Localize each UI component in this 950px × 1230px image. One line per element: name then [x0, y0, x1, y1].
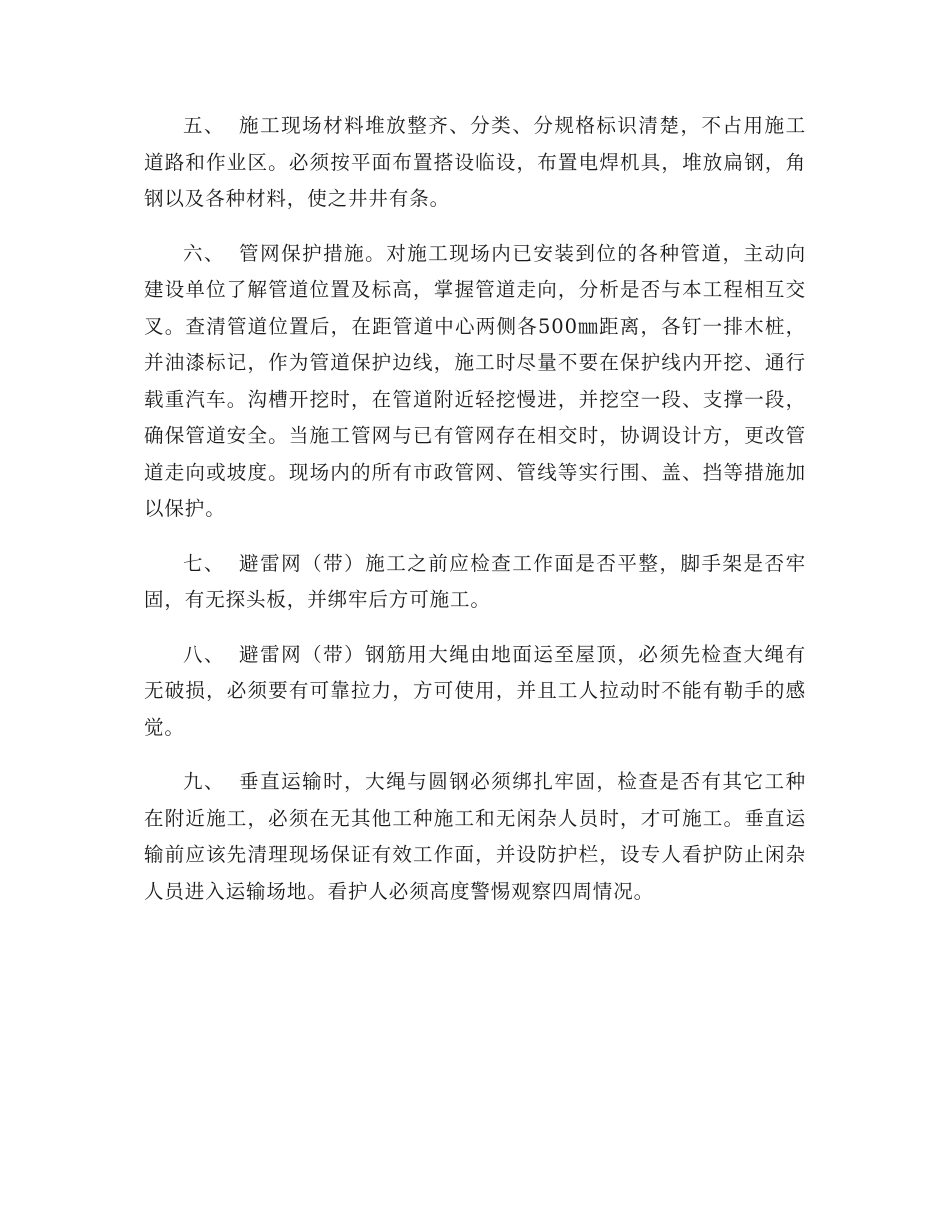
paragraph-6 [144, 236, 806, 528]
paragraph-7 [144, 546, 806, 619]
paragraph-9 [144, 764, 806, 910]
paragraph-number: 八、 [183, 642, 226, 666]
paragraph-8 [144, 637, 806, 747]
paragraph-text: 管网保护措施。对施工现场内已安装到位的各种管道，主动向建设单位了解管道位置及标高，掌握管道走向，分析是否与本工程相互交叉。查清管道位置后，在距管道中心两侧各500㎜距离，各钉一排木桩，并油漆标记，作为管道保护边线，施工时尽量不要在保护线内开挖、通行载重汽车。沟槽开挖时，在管道附近轻挖慢进，并挖空一段、支撑一段，确保管道安全。当施工管网与已有管网存在相交时，协调设计方，更改管道走向或坡度。现场内的所有市政管网、管线等实行围、盖、挡等措施加以保护。 [144, 241, 806, 520]
paragraph-text: 垂直运输时，大绳与圆钢必须绑扎牢固，检查是否有其它工种在附近施工，必须在无其他工种施工和无闲杂人员时，才可施工。垂直运输前应该先清理现场保证有效工作面，并设防护栏，设专人看护防止闲杂人员进入运输场地。看护人必须高度警惕观察四周情况。 [144, 770, 806, 903]
paragraph-text: 避雷网（带）施工之前应检查工作面是否平整，脚手架是否牢固，有无探头板，并绑牢后方可施工。 [144, 551, 806, 611]
paragraph-number: 七、 [183, 551, 226, 575]
paragraph-number: 五、 [183, 114, 226, 137]
paragraph-number: 六、 [183, 241, 226, 265]
paragraph-number: 九、 [183, 770, 226, 793]
document-page [144, 108, 806, 928]
paragraph-text: 避雷网（带）钢筋用大绳由地面运至屋顶，必须先检查大绳有无破损，必须要有可靠拉力，方可使用，并且工人拉动时不能有勒手的感觉。 [144, 642, 806, 739]
paragraph-5 [144, 108, 806, 218]
paragraph-text: 施工现场材料堆放整齐、分类、分规格标识清楚，不占用施工道路和作业区。必须按平面布置搭设临设，布置电焊机具，堆放扁钢，角钢以及各种材料，使之井井有条。 [144, 114, 806, 210]
